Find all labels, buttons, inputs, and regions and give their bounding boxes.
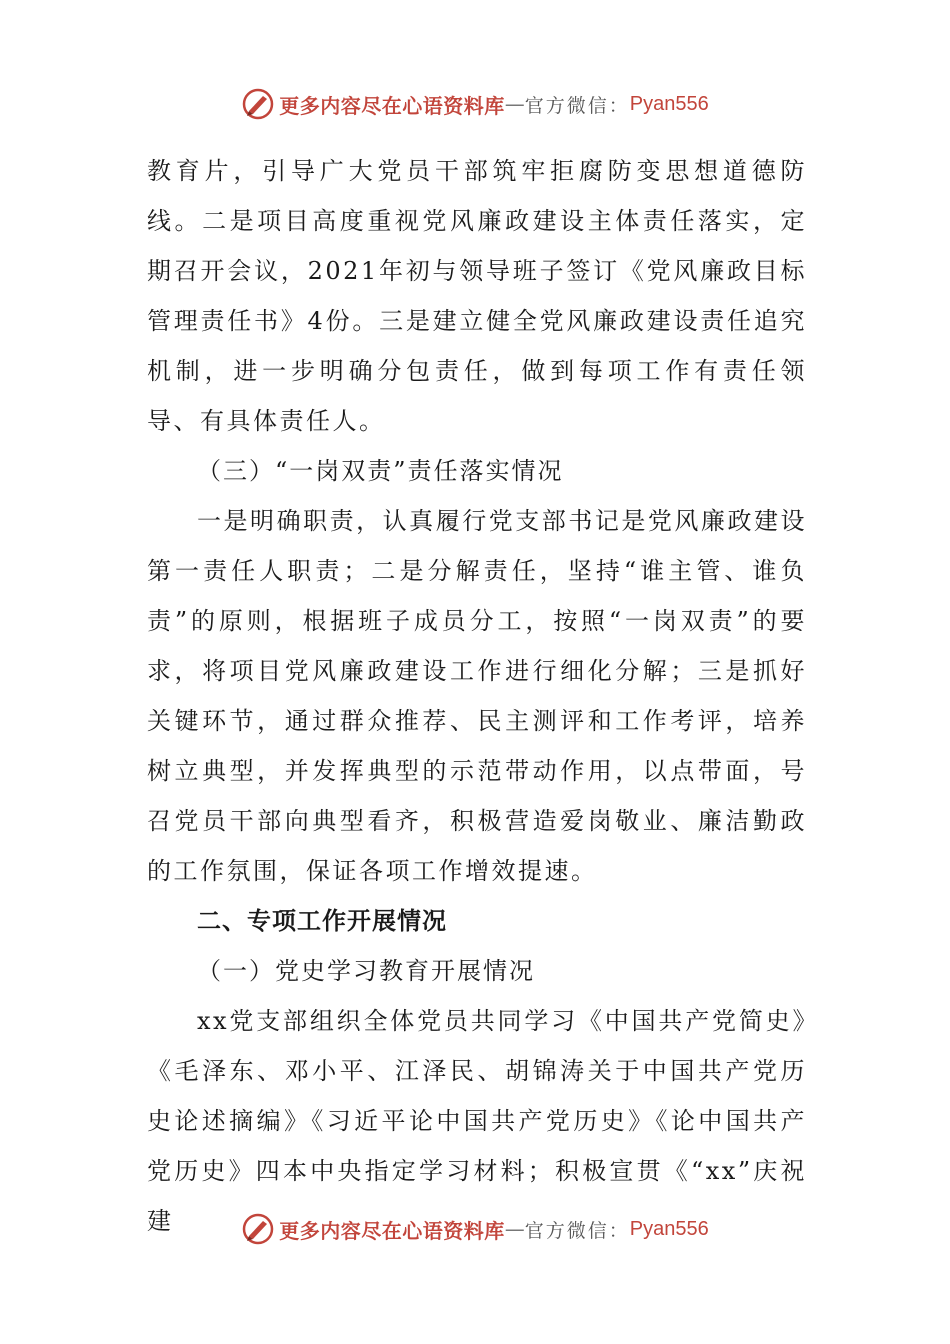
paragraph-subsection-1: xx党支部组织全体党员共同学习《中国共产党简史》《毛泽东、邓小平、江泽民、胡锦涛关于中国共产党历史论述摘编》《习近平论中国共产党历史》《论中国共产党历史》四本中央指定学习材料；积极宣贯《“xx”庆祝建 bbox=[147, 1007, 807, 1235]
footer-watermark bbox=[0, 1209, 950, 1249]
watermark-wechat-label: 官方微信： bbox=[524, 94, 630, 117]
pen-logo-icon bbox=[241, 1212, 275, 1246]
paragraph-section-3: 一是明确职责，认真履行党支部书记是党风廉政建设第一责任人职责；二是分解责任，坚持“谁主管、谁负责”的原则，根据班子成员分工，按照“一岗双责”的要求，将项目党风廉政建设工作进行细化分解；三是抓好关键环节，通过群众推荐、民主测评和工作考评，培养树立典型，并发挥典型的示范带动作用，以点带面，号召党员干部向典型看齐，积极营造爱岗敬业、廉洁勤政的工作氛围，保证各项工作增效提速。 bbox=[147, 507, 807, 885]
watermark-dash: — bbox=[504, 1217, 525, 1241]
watermark-site-text: 更多内容尽在心语资料库 bbox=[279, 1218, 505, 1243]
watermark-site-text: 更多内容尽在心语资料库 bbox=[279, 93, 505, 118]
watermark-wechat-label: 官方微信： bbox=[524, 1219, 630, 1242]
subsection-heading-1: （一）党史学习教育开展情况 bbox=[197, 957, 535, 985]
paragraph-continuation: 教育片，引导广大党员干部筑牢拒腐防变思想道德防线。二是项目高度重视党风廉政建设主体责任落实，定期召开会议，2021年初与领导班子签订《党风廉政目标管理责任书》4份。三是建立健全党风廉政建设责任追究机制，进一步明确分包责任，做到每项工作有责任领导、有具体责任人。 bbox=[147, 157, 807, 435]
pen-logo-icon bbox=[241, 87, 275, 121]
watermark-dash: — bbox=[504, 92, 525, 116]
section-heading-3: （三）“一岗双责”责任落实情况 bbox=[197, 457, 564, 485]
part-heading-2: 二、专项工作开展情况 bbox=[197, 907, 447, 935]
document-body bbox=[147, 146, 807, 1246]
watermark-wechat-id: Pyan556 bbox=[629, 1217, 709, 1240]
watermark-wechat-id: Pyan556 bbox=[629, 92, 709, 115]
header-watermark bbox=[0, 84, 950, 124]
